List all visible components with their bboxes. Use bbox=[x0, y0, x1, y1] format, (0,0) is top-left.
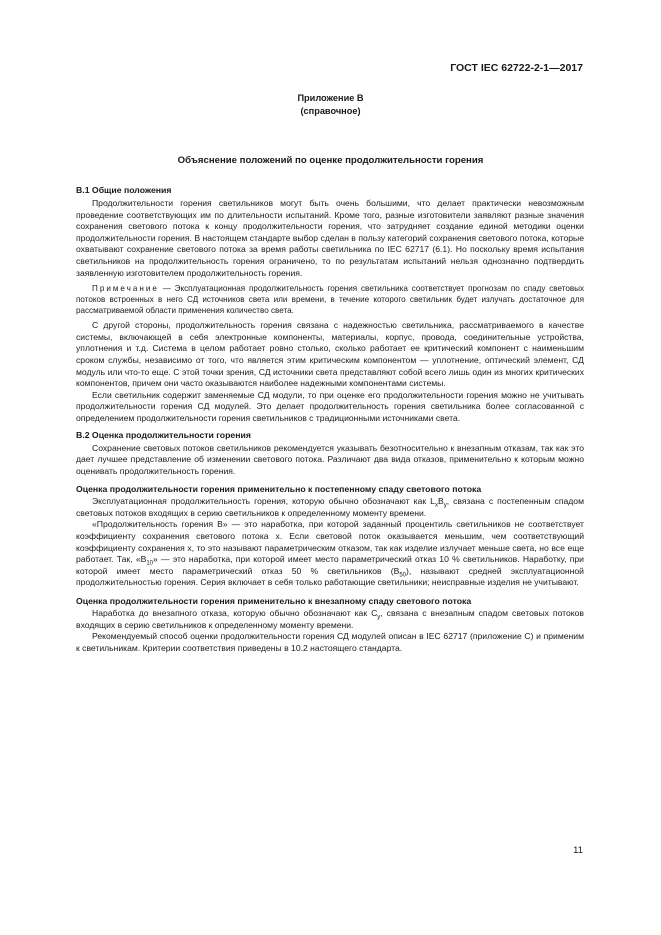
subsection-heading-sudden: Оценка продолжительности горения применительно к внезапному спаду светового потока bbox=[76, 596, 472, 607]
paragraph-gradual-2: «Продолжительность горения B» — это наработка, при которой заданный процентиль светильников не соответствует коэффициенту сохранения светового потока x. Если световой поток оказывается меньшим, чем соответствующий коэффициенту сохранения x, то это называют параметрическим отказом, так как изделие излучает меньше света, но все еще работает. Так, «$B_{10}$» — это наработка, при которой имеет место параметрический отказ 10 % светильников. Наработку, при которой имеет место параметрический отказ 50 % светильников $(B_{50})$, называют средней эксплуатационной продолжительностью горения. Серия включает в себя только работающие светильники; неисправные изделия не учитывают. bbox=[76, 519, 584, 588]
paragraph-sudden-1: Наработка до внезапного отказа, которую обычно обозначают как $C_y$, связана с внезапным спадом световых потоков входящих в серию светильников к определенному моменту времени. bbox=[76, 608, 584, 630]
page-title: Объяснение положений по оценке продолжительности горения bbox=[177, 155, 484, 166]
paragraph-b1-3: Если светильник содержит заменяемые СД модули, то при оценке его продолжительности горения можно не учитывать продолжительности горения СД модулей. Это делает продолжительность горения светильника более согласованной с определением продолжительности горения светильников с традиционными источниками света. bbox=[76, 389, 584, 423]
paragraph-gradual-1: Эксплуатационная продолжительность горения, которую обычно обозначают как $L_xB_y$, связана с постепенным спадом световых потоков входящих в серию светильников к определенному моменту времени. bbox=[76, 496, 584, 518]
document-body bbox=[76, 184, 584, 654]
section-heading-b1: В.1 Общие положения bbox=[76, 185, 172, 195]
annex-type: (справочное) bbox=[300, 106, 361, 116]
note bbox=[76, 283, 584, 316]
standard-code: ГОСТ IEC 62722-2-1—2017 bbox=[450, 62, 583, 74]
note-label: Примечание bbox=[92, 284, 159, 294]
paragraph-b1-1: Продолжительности горения светильников могут быть очень большими, что делает практически невозможным проведение соответствующих им по длительности испытаний. Кроме того, разные изготовители заявляют разные значения сохранения светового потока к концу продолжительности горения, что затрудняет создание единой методики оценки продолжительности горения. В настоящем стандарте выбор сделан в пользу категорий сохранения светового потока, которые охватывают сохранение светового потока за время работы светильника по IEC 62717 (6.1). Но поскольку время испытания светильников на продолжительность горения ограничено, то по результатам испытаний нельзя однозначно подтвердить заявленную изготовителем продолжительность горения. bbox=[76, 198, 584, 278]
section-heading-b2: В.2 Оценка продолжительности горения bbox=[76, 429, 251, 440]
subsection-heading-gradual: Оценка продолжительности горения применительно к постепенному спаду светового потока bbox=[76, 484, 482, 495]
paragraph-sudden-2: Рекомендуемый способ оценки продолжительности горения СД модулей описан в IEC 62717 (приложение С) и применим к светильникам. Критерии соответствия приведены в 10.2 настоящего стандарта. bbox=[76, 631, 584, 653]
paragraph-b2-1: Сохранение световых потоков светильников рекомендуется указывать безотносительно к внезапным отказам, так как это дает лучшее представление об изменении светового потока. Различают два вида отказов, применительно к которым можно оценивать продолжительность горения. bbox=[76, 442, 584, 476]
page-number: 11 bbox=[573, 845, 583, 856]
annex-title: Приложение В bbox=[297, 93, 364, 103]
paragraph-b1-2: С другой стороны, продолжительность горения связана с надежностью светильника, рассматриваемого в качестве системы, включающей в себя электронные компоненты, материалы, корпус, провода, соединительные устройства, уплотнения и т.д. Система в целом работает ровно столько, сколько работает ее критический компонент с наименьшим сроком службы, независимо от того, что является этим критическим компонентом — уплотнение, оптический элемент, СД модуль или что-то еще. С этой точки зрения, СД источники света представляют собой всего лишь один из многих критических компонентов, причем они часто оказываются наиболее надежными компонентами системы. bbox=[76, 320, 584, 389]
note-text: — Эксплуатационная продолжительность горения светильника соответствует прогнозам по спаду световых потоков встроенных в него СД источников света или времени, в течение которого светильник будет излучать достаточное для рассматриваемой области применения количество света. bbox=[76, 284, 584, 316]
